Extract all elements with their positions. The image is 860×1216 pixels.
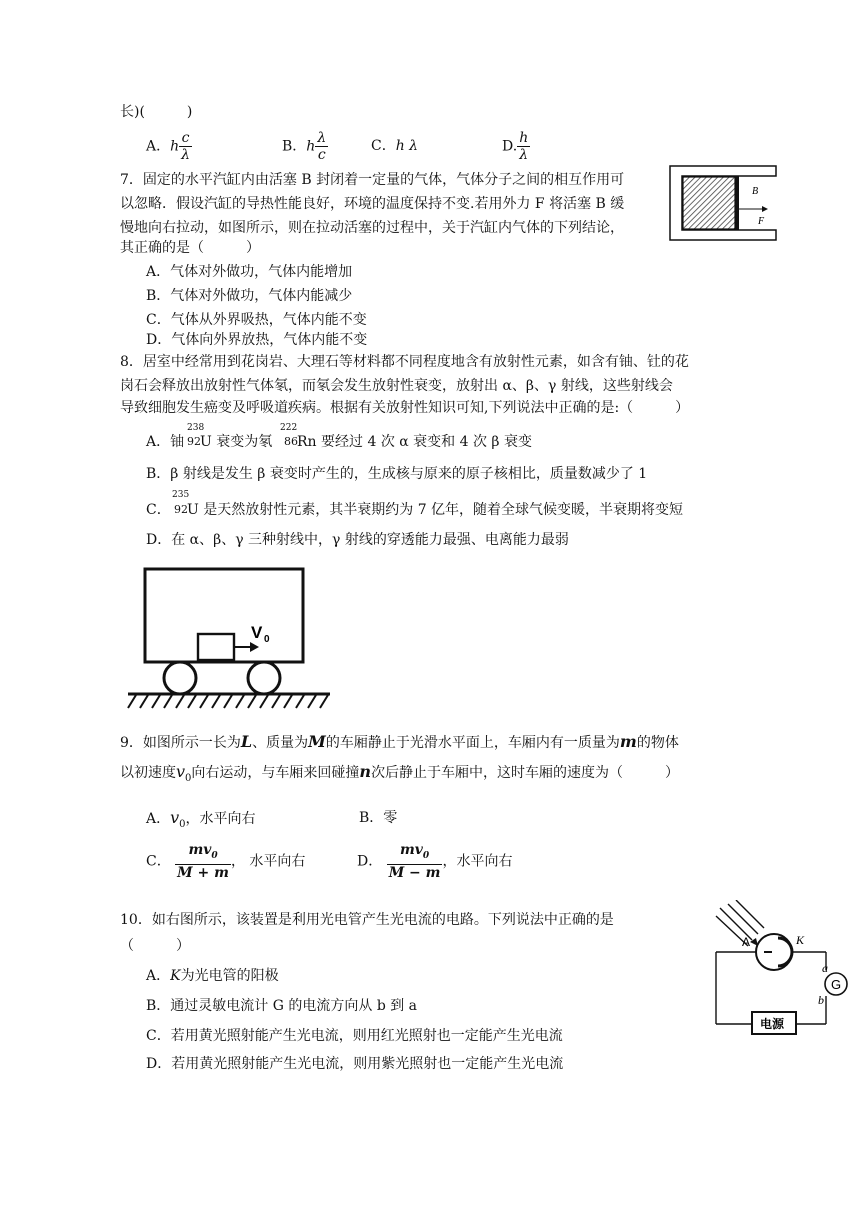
q7-line-4: 其正确的是（ ） bbox=[120, 240, 260, 256]
ground-hatch bbox=[128, 695, 328, 708]
piston-b bbox=[735, 176, 739, 230]
q8-option-b: B．β 射线是发生 β 衰变时产生的，生成核与原来的原子核相比，质量数减少了 1 bbox=[146, 466, 648, 482]
q6-option-c: C．h λ bbox=[371, 138, 419, 154]
block bbox=[198, 634, 234, 660]
galvanometer-label: G bbox=[831, 977, 842, 992]
q9-option-a: A．$v_0$，水平向右 bbox=[146, 808, 256, 830]
q10-option-b: B．通过灵敏电流计 G 的电流方向从 b 到 a bbox=[146, 998, 418, 1014]
q7-option-b: B．气体对外做功，气体内能减少 bbox=[146, 288, 353, 304]
label-a-small: a bbox=[822, 961, 828, 975]
u238-symbol: U 衰变为氡 bbox=[200, 434, 273, 450]
q10-option-a: A．K为光电管的阳极 bbox=[146, 968, 279, 984]
q8-option-d: D．在 α、β、γ 三种射线中，γ 射线的穿透能力最强、电离能力最弱 bbox=[146, 532, 569, 548]
u235-mass-number: 235 bbox=[172, 490, 190, 500]
velocity-subscript: 0 bbox=[264, 634, 270, 645]
photoelectric-circuit-figure bbox=[712, 900, 856, 1050]
label-f: F bbox=[758, 216, 765, 227]
q9-option-b: B．零 bbox=[359, 810, 398, 826]
u238-atomic-number: 92 bbox=[187, 435, 201, 448]
gas-region bbox=[683, 177, 735, 229]
q6-option-b: B．h $\frac{\lambda}{c}$ bbox=[282, 130, 327, 163]
label-b: B bbox=[752, 186, 759, 197]
q7-line-3: 慢地向右拉动，如图所示，则在拉动活塞的过程中，关于汽缸内气体的下列结论， bbox=[120, 220, 624, 236]
rn-atomic-number: 86 bbox=[284, 435, 298, 448]
q8-line-2: 岗石会释放出放射性气体氡，而氡会发生放射性衰变，放射出 α、β、γ 射线，这些射线会 bbox=[120, 378, 673, 394]
q9-option-d: D． $\frac{mv_0}{M - m}$ ，水平向右 bbox=[357, 842, 513, 881]
q8-option-c-prefix: C． bbox=[146, 502, 171, 518]
q6-tail: 长)( ) bbox=[120, 104, 193, 120]
q10-line-1: 10．如右图所示，该装置是利用光电管产生光电流的电路。下列说法中正确的是 bbox=[120, 912, 614, 928]
cart-figure bbox=[126, 566, 332, 712]
q6-option-d: D. $\frac{h}{\lambda}$ bbox=[502, 130, 529, 163]
q10-option-d: D．若用黄光照射能产生光电流，则用紫光照射也一定能产生光电流 bbox=[146, 1056, 564, 1072]
power-source-label: 电源 bbox=[760, 1017, 785, 1031]
q7-line-2: 以忽略．假设汽缸的导热性能良好，环境的温度保持不变.若用外力 F 将活塞 B 缓 bbox=[120, 196, 625, 212]
q10-option-c: C．若用黄光照射能产生光电流，则用红光照射也一定能产生光电流 bbox=[146, 1028, 563, 1044]
q6-option-a: A．h $\frac{c}{\lambda}$ bbox=[146, 130, 191, 163]
label-b-small: b bbox=[818, 993, 824, 1007]
label-k: K bbox=[796, 933, 805, 947]
u238-mass-number: 238 bbox=[187, 423, 205, 433]
q8-line-1: 8．居室中经常用到花岗岩、大理石等材料都不同程度地含有放射性元素，如含有铀、钍的花 bbox=[120, 354, 689, 370]
q9-option-c: C． $\frac{mv_0}{M + m}$ ， 水平向右 bbox=[146, 842, 306, 881]
q8-line-3: 导致细胞发生癌变及呼吸道疾病。根据有关放射性知识可知,下列说法中正确的是:（ ） bbox=[120, 400, 690, 416]
cylinder-figure bbox=[668, 164, 788, 244]
q8-option-a-rest: Rn 要经过 4 次 α 衰变和 4 次 β 衰变 bbox=[297, 434, 532, 450]
q8-option-a-prefix: A．铀 bbox=[146, 434, 185, 450]
wheel-right bbox=[248, 662, 280, 694]
q7-option-c: C．气体从外界吸热，气体内能不变 bbox=[146, 312, 367, 328]
u235-atomic-number: 92 bbox=[174, 503, 188, 516]
q7-line-1: 7．固定的水平汽缸内由活塞 B 封闭着一定量的气体，气体分子之间的相互作用可 bbox=[120, 172, 625, 188]
q8-option-c-rest: U 是天然放射性元素，其半衰期约为 7 亿年，随着全球气候变暖，半衰期将变短 bbox=[187, 502, 684, 518]
q9-line-1: 9．如图所示一长为L、质量为M的车厢静止于光滑水平面上，车厢内有一质量为m的物体 bbox=[120, 732, 679, 751]
q7-option-a: A．气体对外做功，气体内能增加 bbox=[146, 264, 353, 280]
wheel-left bbox=[164, 662, 196, 694]
light-rays bbox=[716, 900, 764, 946]
label-a: A bbox=[742, 935, 751, 949]
q9-line-2: 以初速度$v_0$向右运动，与车厢来回碰撞n次后静止于车厢中，这时车厢的速度为（ ） bbox=[120, 762, 680, 784]
q7-option-d: D．气体向外界放热，气体内能不变 bbox=[146, 332, 368, 348]
rn-mass-number: 222 bbox=[280, 423, 298, 433]
velocity-label: V bbox=[251, 623, 263, 642]
q10-line-2: （ ） bbox=[120, 938, 190, 954]
